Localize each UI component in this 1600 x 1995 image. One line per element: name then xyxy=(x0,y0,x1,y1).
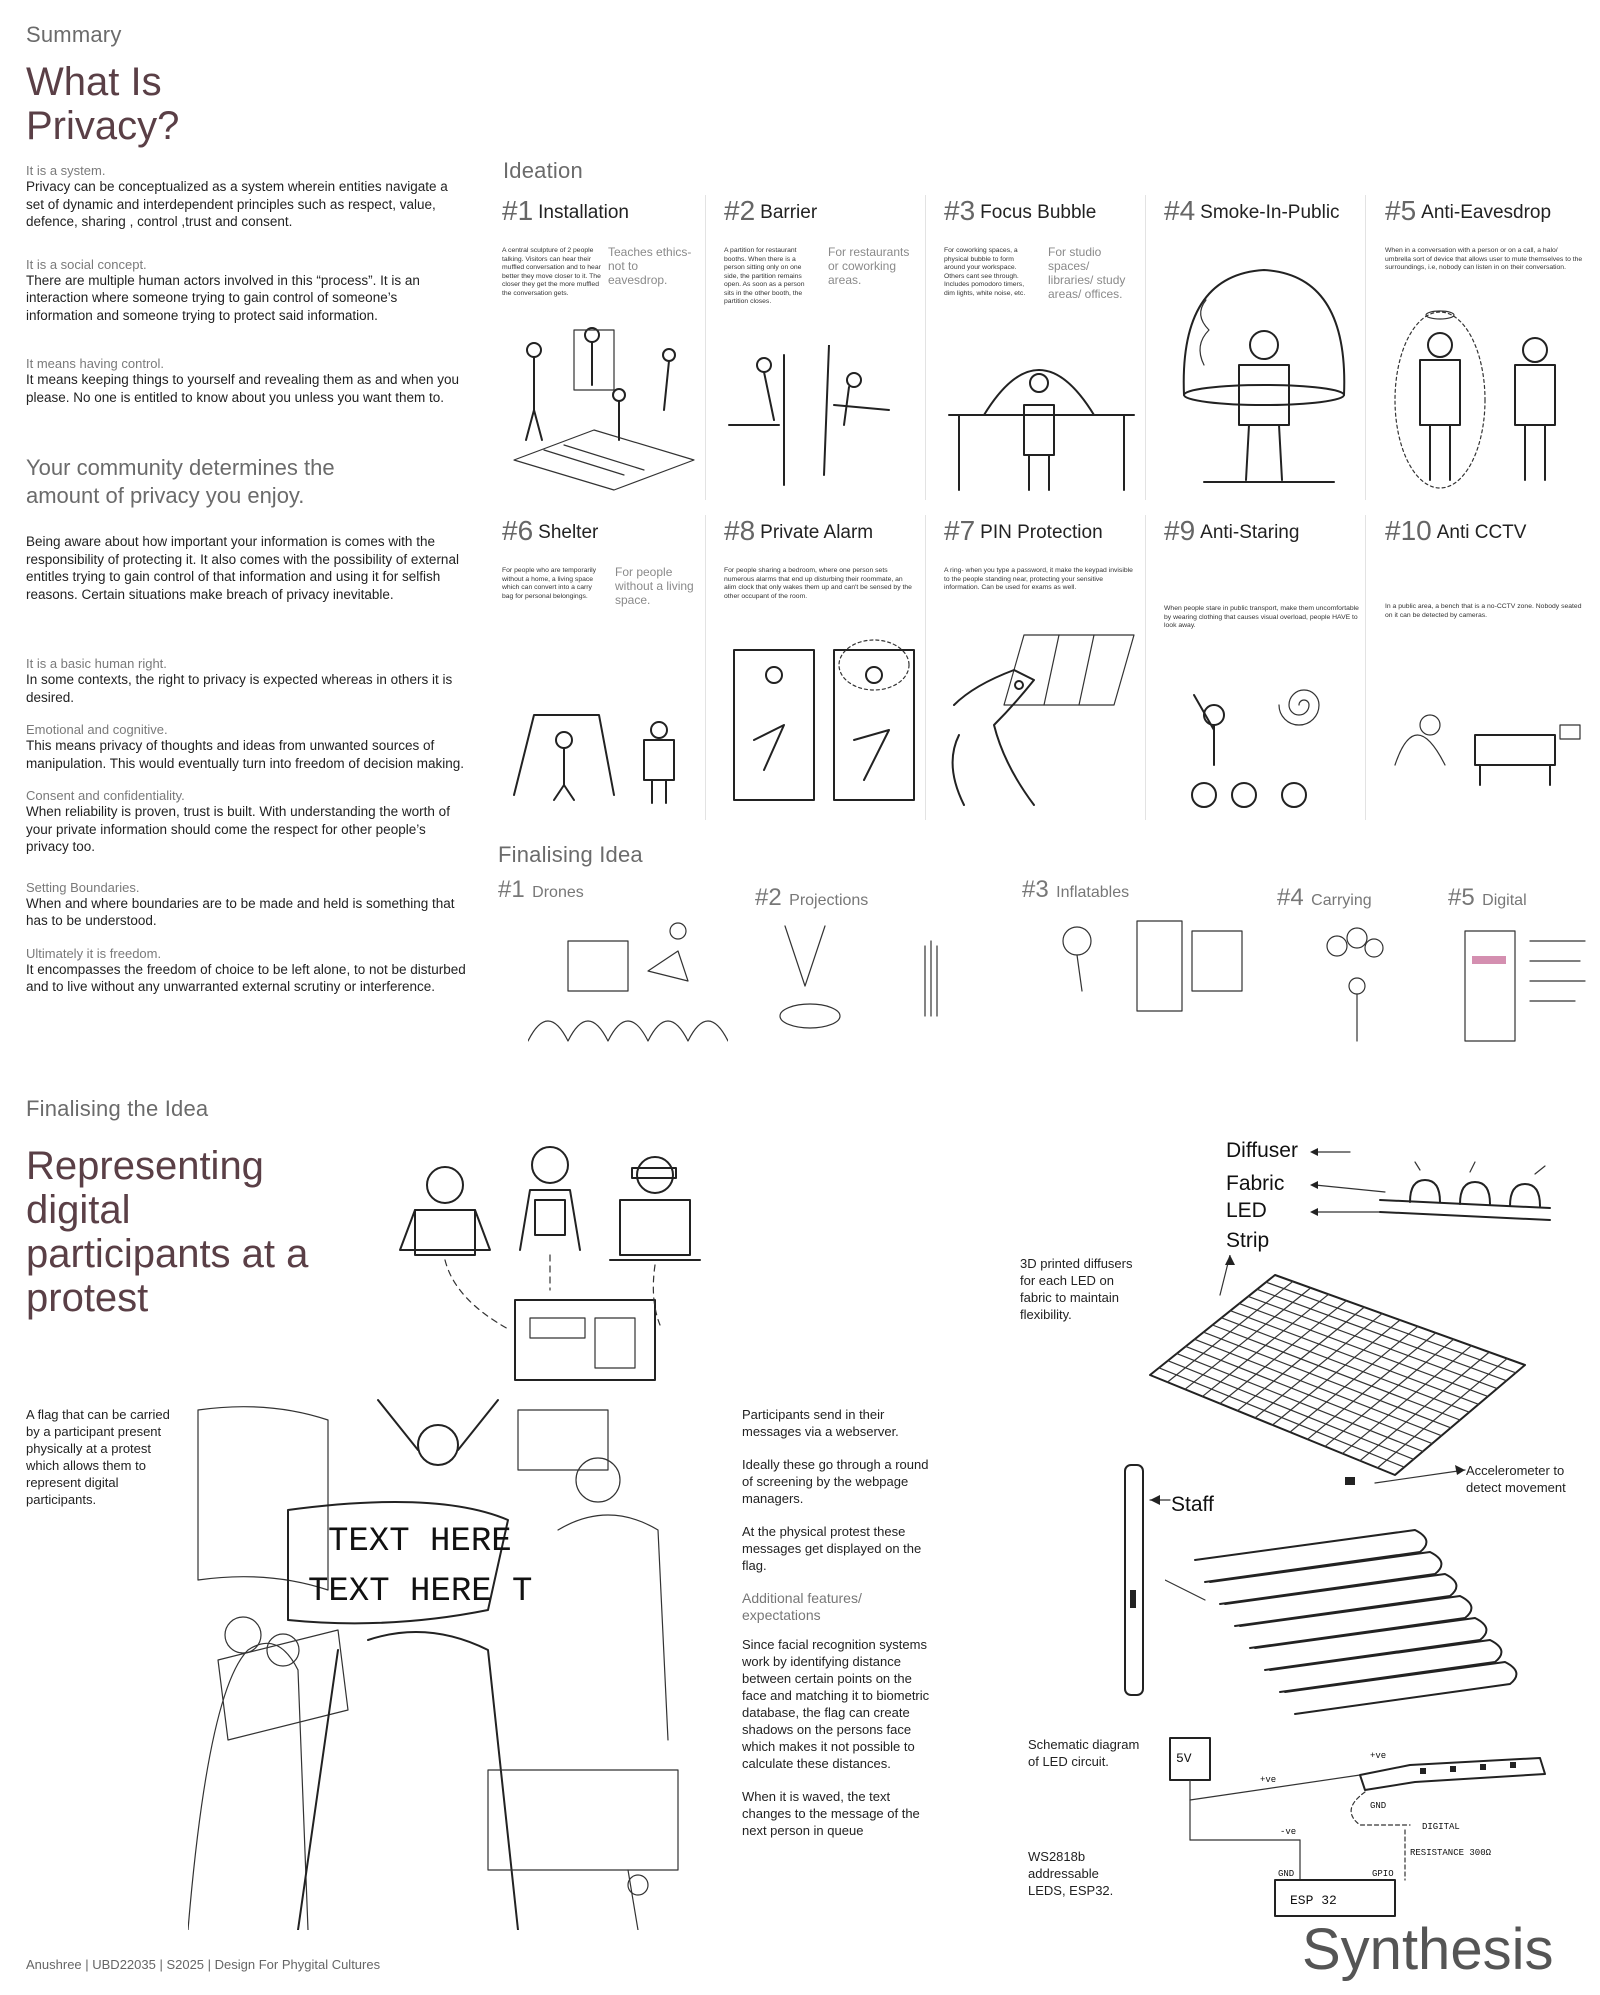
focus-bubble-sketch xyxy=(944,335,1139,495)
card-number: #3 xyxy=(1022,876,1049,903)
card-description: For people sharing a bedroom, where one person sets numerous alarms that end up disturbing their roommate, an alim clock that only wakes them up and can't be sensed by the other occupant of the room. xyxy=(724,567,912,600)
circuit-plus-label-2: +ve xyxy=(1370,1751,1387,1761)
final-card-carrying xyxy=(1277,876,1437,1056)
carrying-sketch xyxy=(1312,916,1402,1046)
card-note: For restaurants or coworking areas. xyxy=(828,245,910,287)
idea-card-shelter xyxy=(500,515,706,820)
community-line: Your community determines the xyxy=(26,455,335,480)
card-number: #4 xyxy=(1164,195,1196,226)
final-card-title xyxy=(498,876,584,904)
finalising-the-idea-label: Finalising the Idea xyxy=(26,1096,209,1121)
flow-notes xyxy=(742,1406,932,1839)
idea-card-pin-protection xyxy=(930,515,1146,820)
card-description: A partition for restaurant booths. When there is a person sitting only on one side, the partition remains open. As soon as a person sits in the other booth, the partition closes. xyxy=(724,247,805,305)
finalising-idea-label: Finalising Idea xyxy=(498,842,643,867)
idea-card-private-alarm xyxy=(710,515,926,820)
final-card-title xyxy=(1448,884,1527,912)
circuit-digital-label: DIGITAL xyxy=(1422,1822,1460,1832)
circuit-minus-label: -ve xyxy=(1280,1827,1297,1837)
community-line: amount of privacy you enjoy. xyxy=(26,483,305,508)
idea-card-anti-staring xyxy=(1150,515,1366,820)
summary-block xyxy=(26,722,466,772)
summary-blocks-bottom xyxy=(26,656,466,996)
card-name: Focus Bubble xyxy=(980,202,1097,223)
card-name: PIN Protection xyxy=(980,522,1103,543)
card-title xyxy=(724,195,817,227)
community-heading xyxy=(26,454,466,510)
block-head: Consent and confidentiality. xyxy=(26,788,185,803)
card-description: When in a conversation with a person or on a call, a halo/ umbrella sort of device that allows user to mute themselves to the surroundings, i.e, nobody can listen in on their conversation. xyxy=(1385,247,1583,271)
card-title xyxy=(1385,195,1551,227)
card-name: Projections xyxy=(789,892,869,909)
title-line: Representing xyxy=(26,1144,264,1188)
installation-sketch xyxy=(504,310,702,495)
block-body: It encompasses the freedom of choice to be left alone, to not be disturbed and to live without any unwarranted external scrutiny or interference. xyxy=(26,961,466,994)
block-body: When reliability is proven, trust is built. With understanding the worth of your private information should come the respect for other people’s privacy too. xyxy=(26,804,450,854)
card-number: #2 xyxy=(724,195,756,226)
label-strip: Strip xyxy=(1226,1229,1270,1252)
led-strip-sketch xyxy=(1165,1520,1585,1720)
final-card-title xyxy=(1022,876,1129,904)
card-description: For people who are temporarily without a home, a living space which can convert into a carry bag for personal belongings. xyxy=(502,567,597,600)
summary-block xyxy=(26,946,466,996)
idea-card-smoke-in-public xyxy=(1150,195,1366,500)
block-head: It is a basic human right. xyxy=(26,656,167,671)
banner-text-1: TEXT HERE xyxy=(328,1523,512,1561)
block-body: It means keeping things to yourself and revealing them as and when you please. No one is entitled to know about you unless you want them to. xyxy=(26,372,460,405)
card-note: For studio spaces/ libraries/ study areas/ offices. xyxy=(1048,245,1126,301)
card-number: #9 xyxy=(1164,515,1196,546)
drones-sketch xyxy=(528,911,728,1046)
card-name: Shelter xyxy=(538,522,599,543)
card-name: Anti-Eavesdrop xyxy=(1421,202,1552,223)
card-name: Carrying xyxy=(1311,892,1372,909)
block-body: In some contexts, the right to privacy is expected whereas in others it is desired. xyxy=(26,672,453,705)
card-title xyxy=(502,515,598,547)
title-line: Privacy? xyxy=(26,104,180,148)
schematic-note: Schematic diagram of LED circuit. xyxy=(1028,1737,1140,1769)
card-name: Inflatables xyxy=(1056,884,1130,901)
idea-card-installation xyxy=(500,195,706,500)
protest-sketch xyxy=(188,1390,708,1930)
shelter-sketch xyxy=(504,695,702,805)
final-title xyxy=(26,1144,356,1320)
card-description: A ring- when you type a password, it make the keypad invisible to the people standing near, protecting your sensitive information. Can be used for exams as well. xyxy=(944,567,1133,591)
card-note: For people without a living space. xyxy=(615,565,694,607)
flow-step: Participants send in their messages via a webserver. xyxy=(742,1407,899,1439)
final-card-drones xyxy=(498,876,743,1056)
card-number: #5 xyxy=(1385,195,1417,226)
block-body: There are multiple human actors involved in this “process”. It is an interaction where someone trying to gain control of someone’s information and someone trying to protect said information. xyxy=(26,272,420,323)
card-description: When people stare in public transport, make them uncomfortable by wearing clothing that causes visual overload, people HAVE to look away. xyxy=(1164,605,1359,629)
card-number: #5 xyxy=(1448,884,1475,911)
card-name: Private Alarm xyxy=(760,522,874,543)
card-number: #6 xyxy=(502,515,534,546)
card-number: #2 xyxy=(755,884,782,911)
circuit-gnd2-label: GND xyxy=(1278,1869,1295,1879)
block-body: When and where boundaries are to be made and held is something that has to be understood. xyxy=(26,895,455,928)
card-number: #10 xyxy=(1385,515,1432,546)
title-line: protest xyxy=(26,1276,149,1320)
block-head: Emotional and cognitive. xyxy=(26,722,168,737)
idea-card-barrier xyxy=(710,195,926,500)
idea-card-focus-bubble xyxy=(930,195,1146,500)
card-number: #7 xyxy=(944,515,976,546)
waved-note: When it is waved, the text changes to the message of the next person in queue xyxy=(742,1789,920,1838)
card-number: #8 xyxy=(724,515,756,546)
card-title xyxy=(1385,515,1526,547)
summary-block xyxy=(26,880,466,930)
card-number: #1 xyxy=(502,195,534,226)
block-head: Ultimately it is freedom. xyxy=(26,945,162,961)
accelerometer-note: Accelerometer to detect movement xyxy=(1466,1463,1566,1495)
ideation-label: Ideation xyxy=(503,158,583,183)
barrier-sketch xyxy=(724,345,919,495)
smoke-in-public-sketch xyxy=(1164,245,1359,495)
components-note: WS2818b addressable LEDS, ESP32. xyxy=(1028,1849,1114,1898)
banner-text-2: TEXT HERE T xyxy=(308,1573,533,1611)
summary-block xyxy=(26,788,466,856)
projections-sketch xyxy=(765,916,1005,1046)
inflatables-sketch xyxy=(1052,911,1262,1046)
title-line: digital xyxy=(26,1188,131,1232)
card-title xyxy=(1164,195,1340,227)
flow-step: At the physical protest these messages get displayed on the flag. xyxy=(742,1524,922,1573)
block-head: Setting Boundaries. xyxy=(26,879,140,895)
block-head: It is a system. xyxy=(26,163,106,178)
circuit-schematic xyxy=(1160,1730,1590,1930)
card-name: Barrier xyxy=(760,202,818,223)
diffuser-note: 3D printed diffusers for each LED on fabric to maintain flexibility. xyxy=(1020,1256,1133,1322)
summary-block xyxy=(26,163,466,231)
circuit-resistance-label: RESISTANCE 300Ω xyxy=(1410,1848,1492,1858)
card-name: Smoke-In-Public xyxy=(1200,202,1340,223)
label-fabric: Fabric xyxy=(1226,1172,1285,1195)
block-body: This means privacy of thoughts and ideas from unwanted sources of manipulation. This would eventually turn into freedom of decision making. xyxy=(26,738,464,771)
block-head: It is a social concept. xyxy=(26,256,147,272)
circuit-gpio-label: GPIO xyxy=(1372,1869,1394,1879)
page-title xyxy=(26,60,179,148)
private-alarm-sketch xyxy=(724,630,919,815)
diffuser-layer-sketch xyxy=(1310,1140,1560,1240)
card-number: #1 xyxy=(498,876,525,903)
final-card-projections xyxy=(755,876,1010,1056)
summary-block xyxy=(26,356,466,406)
esp-label: ESP 32 xyxy=(1290,1893,1337,1908)
brand-synthesis: Synthesis xyxy=(1302,1917,1554,1982)
idea-card-anti-eavesdrop xyxy=(1375,195,1590,500)
card-title xyxy=(944,195,1096,227)
community-body: Being aware about how important your information is comes with the responsibility of protecting it. It also comes with the possibility of external entitles trying to gain control of that information and using it for selfish reasons. Certain situations make breach of privacy inevitable. xyxy=(26,534,459,602)
final-card-inflatables xyxy=(1022,876,1267,1056)
summary-label: Summary xyxy=(26,22,122,47)
final-card-title xyxy=(755,884,868,912)
idea-card-anti-cctv xyxy=(1375,515,1590,820)
card-description: A central sculpture of 2 people talking. Visitors can hear their muffled conversation and to hear better they move closer to it. The closer they get the more muffled the conversation gets. xyxy=(502,247,601,297)
digital-sketch xyxy=(1460,921,1590,1046)
label-diffuser: Diffuser xyxy=(1226,1139,1298,1162)
flow-step: Ideally these go through a round of screening by the webpage managers. xyxy=(742,1457,929,1506)
circuit-plus-label: +ve xyxy=(1260,1775,1277,1785)
final-card-title xyxy=(1277,884,1372,912)
card-title xyxy=(944,515,1103,547)
participants-sketch xyxy=(370,1140,710,1385)
anti-staring-sketch xyxy=(1164,645,1359,815)
card-number: #4 xyxy=(1277,884,1304,911)
block-head: It means having control. xyxy=(26,356,165,371)
card-description: For coworking spaces, a physical bubble to form around your workspace. Others cant see through. Includes pomodoro timers, dim lights, white noise, etc. xyxy=(944,247,1026,297)
card-title xyxy=(502,195,629,227)
card-name: Anti CCTV xyxy=(1436,522,1527,543)
card-number: #3 xyxy=(944,195,976,226)
summary-block xyxy=(26,257,466,325)
card-name: Installation xyxy=(538,202,629,223)
circuit-gnd-label: GND xyxy=(1370,1801,1387,1811)
title-line: What Is xyxy=(26,60,162,104)
summary-block xyxy=(26,656,466,706)
led-fabric-grid-sketch xyxy=(1145,1255,1530,1495)
card-name: Digital xyxy=(1482,892,1527,909)
title-line: participants at a xyxy=(26,1232,309,1276)
footer-credits: Anushree | UBD22035 | S2025 | Design For Phygital Cultures xyxy=(26,1957,381,1972)
supply-label: 5V xyxy=(1176,1751,1192,1766)
pin-protection-sketch xyxy=(944,625,1139,815)
card-title xyxy=(1164,515,1299,547)
final-card-digital xyxy=(1448,876,1593,1056)
card-title xyxy=(724,515,873,547)
label-led: LED xyxy=(1226,1199,1267,1222)
anti-cctv-sketch xyxy=(1385,685,1585,805)
block-body: Privacy can be conceptualized as a system wherein entities navigate a set of dynamic and interdependent principles such as respect, value, defence, sharing , control ,trust and consent. xyxy=(26,179,448,229)
card-note: Teaches ethics- not to eavesdrop. xyxy=(608,245,692,287)
additional-features-body: Since facial recognition systems work by identifying distance between certain points on the face and matching it to biometric database, the flag can create shadows on the persons face which makes it not possible to calculate these distances. xyxy=(742,1637,930,1771)
label-staff: Staff xyxy=(1171,1493,1214,1516)
card-name: Drones xyxy=(532,884,584,901)
summary-blocks-top xyxy=(26,163,466,406)
card-description: In a public area, a bench that is a no-CCTV zone. Nobody seated on it can be detected by cameras. xyxy=(1385,603,1582,619)
additional-features-heading: Additional features/ expectations xyxy=(742,1590,862,1623)
card-name: Anti-Staring xyxy=(1200,522,1300,543)
anti-eavesdrop-sketch xyxy=(1385,305,1585,495)
flag-description: A flag that can be carried by a participant present physically at a protest which allows them to represent digital participants. xyxy=(26,1407,170,1507)
